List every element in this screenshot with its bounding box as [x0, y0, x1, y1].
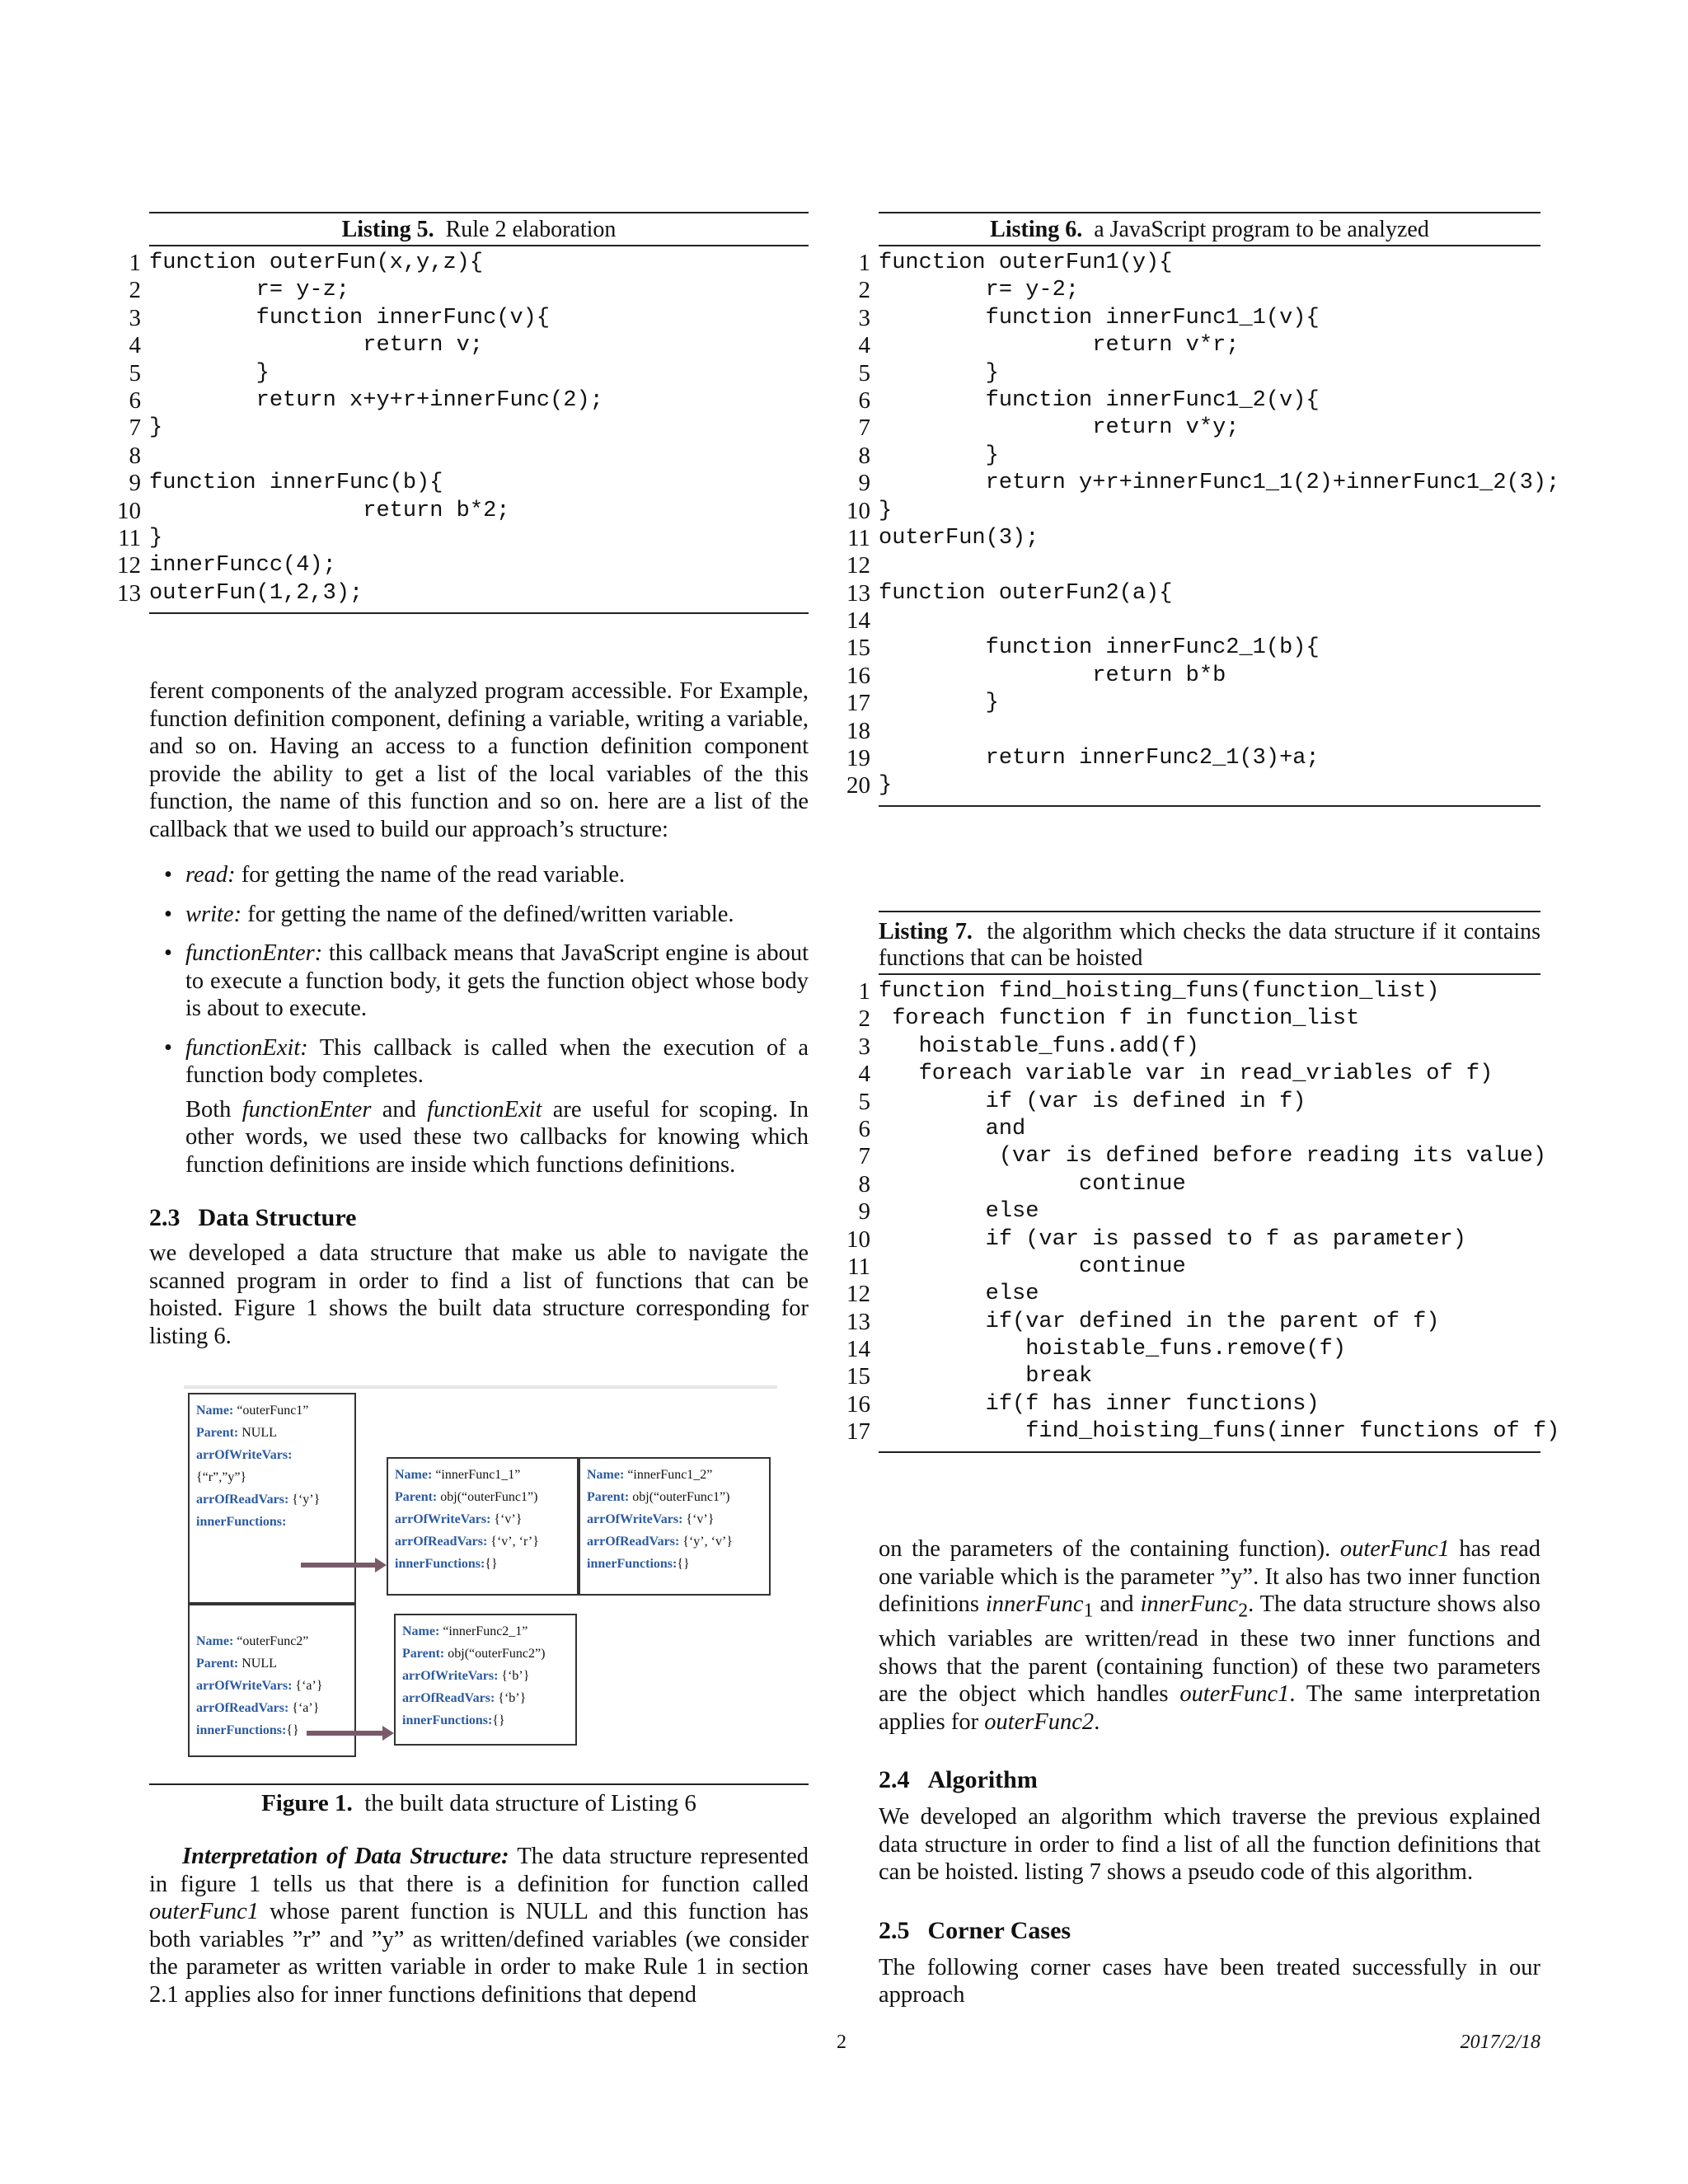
code-text: and [879, 1116, 1026, 1141]
interpretation-block [149, 1843, 809, 2008]
code-line [129, 470, 809, 497]
field-key: Name: [395, 1468, 433, 1482]
field-key: arrOfReadVars: [587, 1535, 680, 1549]
figure-field [395, 1464, 570, 1486]
field-key: arrOfReadVars: [402, 1691, 495, 1705]
line-number: 1 [858, 250, 870, 276]
field-key: Name: [196, 1404, 234, 1418]
figure-field [196, 1511, 348, 1533]
line-number: 9 [858, 1198, 870, 1226]
code-text: } [879, 443, 999, 468]
code-line [117, 497, 809, 525]
line-number: 11 [847, 1253, 870, 1280]
code-text: if(var defined in the parent of f) [879, 1309, 1440, 1334]
code-line [847, 1253, 1540, 1281]
code-text: return y+r+innerFunc1_1(2)+innerFunc1_2(3); [879, 471, 1560, 496]
code-text: r= y-z; [149, 278, 350, 303]
code-text: function outerFun(x,y,z){ [149, 251, 484, 275]
paragraph-outerfunc1-reads: on the parameters of the containing function). outerFunc1 has read one variable which is the parameter ”y”. It also has two inner function definitions innerFunc$_1$ and innerFunc$_2$. The data structure shows also which variables are written/read in these two inner functions and shows that the parent (containing function) of these two parameters are the object which handles outerFunc1. The same interpretation applies for outerFunc2. [879, 1536, 1541, 1735]
figure-field [196, 1488, 348, 1511]
figure-field [402, 1643, 569, 1665]
field-key: Name: [196, 1634, 234, 1648]
line-number: 7 [129, 415, 141, 442]
arrow-outer2-to-inner [307, 1731, 384, 1736]
line-number: 13 [846, 1308, 870, 1335]
line-number: 5 [129, 359, 141, 387]
listing-6 [846, 212, 1560, 807]
code-text: function innerFunc2_1(b){ [879, 635, 1320, 661]
field-value: {‘a’} [288, 1701, 320, 1715]
field-key: Parent: [402, 1647, 445, 1661]
code-line [129, 359, 809, 387]
line-number: 14 [846, 607, 870, 635]
line-number: 2 [858, 1005, 870, 1033]
code-text: function outerFun2(a){ [879, 580, 1173, 606]
code-text: return v*y; [879, 415, 1240, 441]
code-line [846, 690, 1540, 717]
listing-7 [846, 911, 1560, 1453]
line-number: 5 [858, 359, 870, 387]
footer-date: 2017/2/18 [1460, 2032, 1540, 2053]
code-text: continue [879, 1171, 1186, 1197]
line-number: 12 [846, 552, 870, 579]
field-value: {} [677, 1557, 690, 1571]
code-line [846, 662, 1540, 690]
field-value: {} [492, 1713, 505, 1727]
code-text: (var is defined before reading its value) [879, 1144, 1547, 1169]
field-key: arrOfWriteVars: [196, 1448, 293, 1462]
line-number: 2 [129, 277, 141, 304]
code-text: return b*2; [149, 498, 510, 523]
code-text: return v; [149, 333, 484, 359]
line-number: 8 [858, 1170, 870, 1197]
code-text: innerFuncc(4); [149, 553, 336, 579]
code-line [858, 1170, 1540, 1198]
code-text: function innerFunc(b){ [149, 471, 443, 496]
listing-5-code [117, 246, 809, 612]
code-line [129, 332, 809, 359]
figure-field [587, 1530, 762, 1553]
code-text: } [879, 498, 893, 523]
field-key: Parent: [587, 1490, 630, 1504]
line-number: 2 [858, 277, 870, 304]
field-value: “outerFunc1” [233, 1404, 309, 1418]
code-text: outerFun(3); [879, 525, 1039, 551]
line-number: 3 [858, 1033, 870, 1060]
code-text: function outerFun1(y){ [879, 251, 1173, 275]
field-key: Parent: [196, 1657, 239, 1671]
line-number: 10 [846, 1226, 870, 1253]
listing-7-caption: Listing 7. the algorithm which checks the data structure if it contains functions that can be hoisted [879, 912, 1540, 975]
figure-box-innerfunc1-1 [387, 1457, 579, 1596]
code-line [846, 772, 1540, 799]
figure-field [402, 1687, 569, 1709]
list-item: • read: for getting the name of the read variable. [149, 861, 809, 889]
listing-7-code [846, 975, 1560, 1451]
code-line [117, 552, 809, 579]
line-number: 12 [846, 1281, 870, 1308]
section-2-4-heading: 2.4 Algorithm [879, 1766, 1038, 1794]
code-text: else [879, 1199, 1039, 1225]
code-text: continue [879, 1254, 1186, 1279]
code-line [858, 250, 1540, 277]
field-value: “innerFunc2_1” [439, 1624, 528, 1638]
field-value: {‘y’, ‘v’} [679, 1535, 733, 1549]
figure-field [587, 1553, 762, 1575]
line-number: 4 [858, 1061, 870, 1088]
code-text: hoistable_funs.add(f) [879, 1033, 1199, 1059]
code-line [858, 1115, 1540, 1143]
figure-field [402, 1709, 569, 1732]
field-key: Parent: [196, 1426, 239, 1440]
field-value: obj(“outerFunc1”) [629, 1490, 730, 1504]
code-line [846, 1308, 1540, 1336]
code-text: function innerFunc(v){ [149, 305, 551, 330]
code-text: foreach variable var in read_vriables of f) [879, 1062, 1493, 1087]
code-text: function find_hoisting_funs(function_list) [879, 979, 1440, 1004]
field-value: {‘b’} [495, 1691, 527, 1705]
figure-field [395, 1553, 570, 1575]
callback-list [149, 861, 809, 1090]
line-number: 12 [117, 552, 141, 579]
code-text: if(f has inner functions) [879, 1391, 1320, 1417]
field-value: {‘a’} [292, 1679, 323, 1693]
field-value: “innerFunc1_1” [432, 1468, 521, 1482]
code-text: r= y-2; [879, 278, 1080, 303]
figure-field [395, 1486, 570, 1508]
field-value: {} [286, 1723, 299, 1737]
figure-field [196, 1399, 348, 1422]
code-line [129, 442, 809, 470]
code-line [846, 1418, 1560, 1446]
line-number: 8 [858, 442, 870, 469]
line-number: 15 [846, 635, 870, 662]
field-value: {} [485, 1557, 498, 1571]
code-text: function innerFunc1_1(v){ [879, 305, 1320, 330]
line-number: 3 [129, 304, 141, 331]
code-text: } [149, 415, 163, 441]
line-number: 17 [846, 1418, 870, 1446]
list-item: • write: for getting the name of the defined/written variable. [149, 901, 809, 929]
figure-field [395, 1530, 570, 1553]
code-text: break [879, 1364, 1093, 1390]
line-number: 19 [846, 745, 870, 772]
code-line [846, 552, 1540, 579]
figure-field [587, 1464, 762, 1486]
listing-5-caption: Listing 5. Rule 2 elaboration [149, 213, 809, 246]
code-line [847, 524, 1540, 552]
left-text-block [149, 677, 809, 1350]
line-number: 7 [858, 415, 870, 442]
code-line [846, 717, 1540, 745]
code-text: } [149, 360, 270, 386]
figure-field [196, 1652, 348, 1675]
code-text: function innerFunc1_2(v){ [879, 387, 1320, 413]
field-key: arrOfReadVars: [196, 1701, 289, 1715]
figure-field [402, 1665, 569, 1687]
section-2-5-heading: 2.5 Corner Cases [879, 1916, 1071, 1944]
code-line [846, 607, 1540, 635]
line-number: 4 [858, 332, 870, 359]
code-line [858, 359, 1540, 387]
code-line [846, 1226, 1540, 1254]
line-number: 3 [858, 304, 870, 331]
code-line [858, 387, 1540, 415]
paragraph-corner-cases: The following corner cases have been treated successfully in our approach [879, 1954, 1540, 2008]
code-line [858, 1033, 1540, 1061]
paragraph-interpretation: Interpretation of Data Structure: The data structure represented in figure 1 tells us that there is a definition for function called outerFunc1 whose parent function is NULL and this function has both variables ”r” and ”y” as written/defined variables (we consider the parameter as written variable in order to make Rule 1 in section 2.1 applies also for inner functions definitions that depend [149, 1844, 809, 2008]
code-line [846, 745, 1540, 772]
code-line [858, 1143, 1547, 1170]
code-text: outerFun(1,2,3); [149, 580, 363, 606]
figure-field [395, 1508, 570, 1530]
code-line [846, 1363, 1540, 1390]
line-number: 6 [858, 387, 870, 414]
line-number: 16 [846, 662, 870, 689]
field-key: Parent: [395, 1490, 438, 1504]
paragraph-scoping: Both functionEnter and functionExit are useful for scoping. In other words, we used these two callbacks for knowing which function definitions are inside which functions definitions. [185, 1096, 809, 1178]
code-line [129, 250, 809, 277]
line-number: 10 [117, 497, 141, 524]
code-line [858, 304, 1540, 332]
field-value: “innerFunc1_2” [624, 1468, 713, 1482]
code-line [858, 1061, 1540, 1088]
code-line [129, 415, 809, 442]
code-line [846, 1281, 1540, 1308]
figure-field [196, 1697, 348, 1719]
right-text-block [879, 1535, 1540, 2009]
field-value: {‘b’} [498, 1669, 530, 1683]
code-line [129, 304, 809, 332]
code-line [858, 332, 1540, 359]
page-number: 2 [837, 2032, 846, 2053]
figure-box-innerfunc1-2 [579, 1457, 771, 1596]
line-number: 5 [858, 1088, 870, 1115]
field-key: arrOfWriteVars: [402, 1669, 499, 1683]
code-text: if (var is passed to f as parameter) [879, 1226, 1466, 1252]
code-line [858, 470, 1560, 497]
field-key: innerFunctions: [196, 1723, 287, 1737]
code-text: hoistable_funs.remove(f) [879, 1337, 1347, 1362]
list-item: • functionExit: This callback is called when the execution of a function body completes. [149, 1034, 809, 1090]
figure-field [587, 1508, 762, 1530]
field-key: Name: [587, 1468, 625, 1482]
line-number: 10 [846, 497, 870, 524]
paragraph-data-structure: we developed a data structure that make us able to navigate the scanned program in order to find a list of functions that can be hoisted. Figure 1 shows the built data structure corresponding for listing 6. [149, 1240, 809, 1349]
code-line [129, 277, 809, 304]
field-key: innerFunctions: [402, 1713, 493, 1727]
code-line [118, 524, 809, 552]
field-key: arrOfWriteVars: [587, 1512, 683, 1526]
field-key: arrOfReadVars: [196, 1493, 289, 1507]
listing-6-code [846, 246, 1560, 805]
line-number: 18 [846, 717, 870, 744]
code-line [858, 1088, 1540, 1116]
code-line [846, 1336, 1540, 1363]
code-text: return b*b [879, 663, 1226, 688]
field-value: obj(“outerFunc2”) [444, 1647, 546, 1661]
line-number: 1 [858, 978, 870, 1005]
code-line [858, 277, 1540, 304]
code-line [129, 387, 809, 415]
line-number: 6 [858, 1115, 870, 1142]
line-number: 13 [117, 579, 141, 607]
listing-6-caption: Listing 6. a JavaScript program to be analyzed [879, 213, 1540, 246]
code-text: } [879, 773, 893, 799]
code-line [858, 978, 1540, 1005]
field-value: NULL [238, 1426, 277, 1440]
line-number: 4 [129, 332, 141, 359]
code-text: else [879, 1282, 1039, 1307]
figure-field [196, 1630, 348, 1652]
code-line [846, 1390, 1540, 1418]
code-text: } [879, 360, 999, 386]
code-text: } [149, 525, 163, 551]
field-value: {‘v’} [682, 1512, 715, 1526]
code-line [846, 497, 1540, 525]
figure-box-innerfunc2-1 [394, 1614, 577, 1746]
field-key: innerFunctions: [395, 1557, 485, 1571]
code-text: if (var is defined in f) [879, 1089, 1306, 1114]
line-number: 16 [846, 1390, 870, 1418]
field-key: Name: [402, 1624, 440, 1638]
field-value: obj(“outerFunc1”) [437, 1490, 538, 1504]
field-value: NULL [238, 1657, 277, 1671]
code-text: return x+y+r+innerFunc(2); [149, 387, 603, 413]
field-key: innerFunctions: [587, 1557, 678, 1571]
field-key: arrOfReadVars: [395, 1535, 488, 1549]
field-value: {‘v’, ‘r’} [487, 1535, 539, 1549]
arrow-outer1-to-inner [301, 1563, 377, 1568]
field-value: {‘v’} [490, 1512, 523, 1526]
code-text: foreach function f in function_list [879, 1006, 1360, 1032]
field-value: {“r”,”y”} [196, 1470, 247, 1484]
field-value: {‘y’} [288, 1493, 321, 1507]
line-number: 15 [846, 1363, 870, 1390]
section-2-3-heading: 2.3 Data Structure [149, 1204, 357, 1231]
code-line [858, 1005, 1540, 1033]
code-line [117, 579, 809, 607]
code-line [858, 442, 1540, 470]
figure-field [196, 1444, 348, 1466]
figure-1-caption: Figure 1. the built data structure of Listing 6 [261, 1790, 696, 1816]
line-number: 6 [129, 387, 141, 414]
code-text: return innerFunc2_1(3)+a; [879, 746, 1320, 771]
field-value: “outerFunc2” [233, 1634, 309, 1648]
figure-field [587, 1486, 762, 1508]
line-number: 9 [129, 470, 141, 497]
line-number: 7 [858, 1143, 870, 1170]
line-number: 1 [129, 250, 141, 276]
line-number: 9 [858, 470, 870, 497]
code-text: find_hoisting_funs(inner functions of f) [879, 1419, 1560, 1445]
field-key: innerFunctions: [196, 1515, 287, 1529]
figure-field [196, 1466, 348, 1488]
code-line [846, 579, 1540, 607]
line-number: 14 [846, 1336, 870, 1363]
line-number: 13 [846, 579, 870, 607]
figure-field [196, 1422, 348, 1444]
figure-field [196, 1675, 348, 1697]
code-line [846, 635, 1540, 662]
code-text: return v*r; [879, 333, 1240, 359]
line-number: 20 [846, 772, 870, 799]
code-text: } [879, 691, 999, 716]
line-number: 11 [118, 524, 141, 551]
field-key: arrOfWriteVars: [196, 1679, 293, 1693]
list-item: • functionEnter: this callback means that JavaScript engine is about to execute a function body, it gets the function object whose body is about to execute. [149, 940, 809, 1023]
line-number: 17 [846, 690, 870, 717]
listing-5 [117, 212, 809, 614]
code-line [858, 1198, 1540, 1226]
field-key: arrOfWriteVars: [395, 1512, 491, 1526]
paragraph-callbacks-intro: ferent components of the analyzed program accessible. For Example, function definition component, defining a variable, writing a variable, and so on. Having an access to a function definition component provide the ability to get a list of the local variables of the this function, the name of this function and so on. here are a list of the callback that we used to build our approach’s structure: [149, 678, 809, 842]
line-number: 11 [847, 524, 870, 551]
figure-field [402, 1620, 569, 1643]
line-number: 8 [129, 442, 141, 469]
figure-box-outerfunc1 [188, 1393, 356, 1604]
paragraph-algorithm: We developed an algorithm which traverse the previous explained data structure in order to find a list of all the function definitions that can be hoisted. listing 7 shows a pseudo code of this algorithm. [879, 1804, 1540, 1886]
code-line [858, 415, 1540, 442]
